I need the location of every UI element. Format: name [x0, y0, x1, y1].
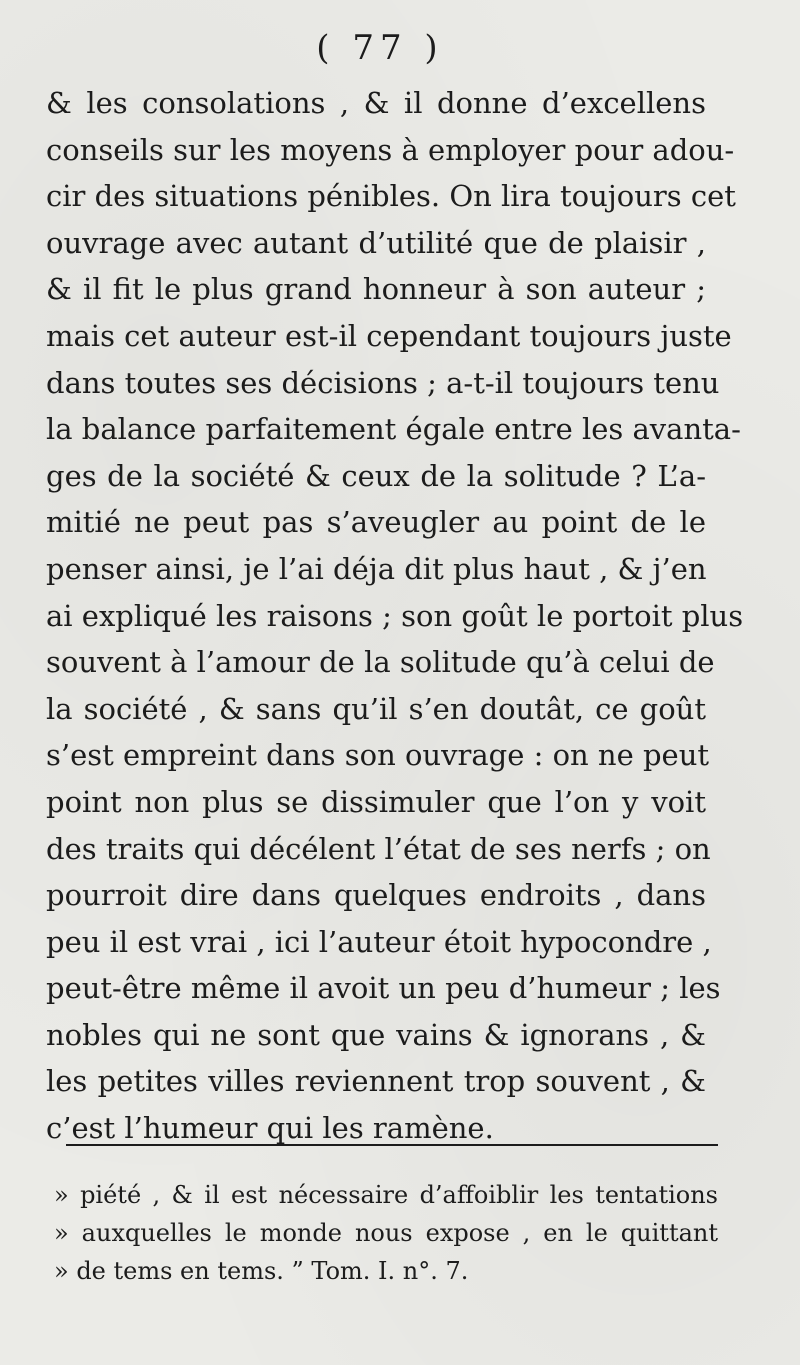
text-line: ges de la société & ceux de la solitude ? L’a-: [46, 458, 706, 493]
text-line: mais cet auteur est-il cependant toujours juste: [46, 318, 732, 353]
footnote-line: » de tems en tems. ” Tom. I. n°. 7.: [54, 1257, 469, 1285]
text-line: s’est empreint dans son ouvrage : on ne peut: [46, 738, 710, 773]
text-line: point non plus se dissimuler que l’on y voit: [46, 784, 706, 819]
footnote-line: » auxquelles le monde nous expose , en le quittant: [54, 1219, 718, 1247]
text-line: dans toutes ses décisions ; a-t-il toujours tenu: [46, 365, 720, 400]
footnote-line: » piété , & il est nécessaire d’affoiblir les tentations: [54, 1181, 718, 1209]
text-line: peu il est vrai , ici l’auteur étoit hypocondre ,: [46, 924, 712, 959]
text-line: la société , & sans qu’il s’en doutât, ce goût: [46, 691, 706, 726]
text-line: les petites villes reviennent trop souvent , &: [46, 1064, 706, 1099]
text-line: conseils sur les moyens à employer pour adou-: [46, 132, 735, 167]
text-line: ai expliqué les raisons ; son goût le portoit plus: [46, 598, 744, 633]
text-line: c’est l’humeur qui les ramène.: [46, 1111, 494, 1146]
page-number: ( 77 ): [316, 28, 444, 68]
footnote-rule: [66, 1144, 718, 1146]
body-text: [46, 80, 744, 1152]
text-line: pourroit dire dans quelques endroits , dans: [46, 878, 706, 913]
text-line: & il fit le plus grand honneur à son auteur ;: [46, 272, 706, 307]
text-line: la balance parfaitement égale entre les avanta-: [46, 412, 741, 447]
text-line: ouvrage avec autant d’utilité que de plaisir ,: [46, 225, 706, 260]
footnote: [54, 1176, 718, 1290]
text-line: & les consolations , & il donne d’excellens: [46, 86, 706, 120]
text-line: mitié ne peut pas s’aveugler au point de le: [46, 505, 706, 540]
text-line: penser ainsi, je l’ai déja dit plus haut , & j’en: [46, 551, 707, 586]
text-line: nobles qui ne sont que vains & ignorans , &: [46, 1017, 706, 1052]
text-line: des traits qui décélent l’état de ses nerfs ; on: [46, 831, 711, 866]
text-line: cir des situations pénibles. On lira toujours cet: [46, 179, 736, 214]
text-line: souvent à l’amour de la solitude qu’à celui de: [46, 645, 715, 680]
text-line: peut-être même il avoit un peu d’humeur ; les: [46, 971, 721, 1006]
